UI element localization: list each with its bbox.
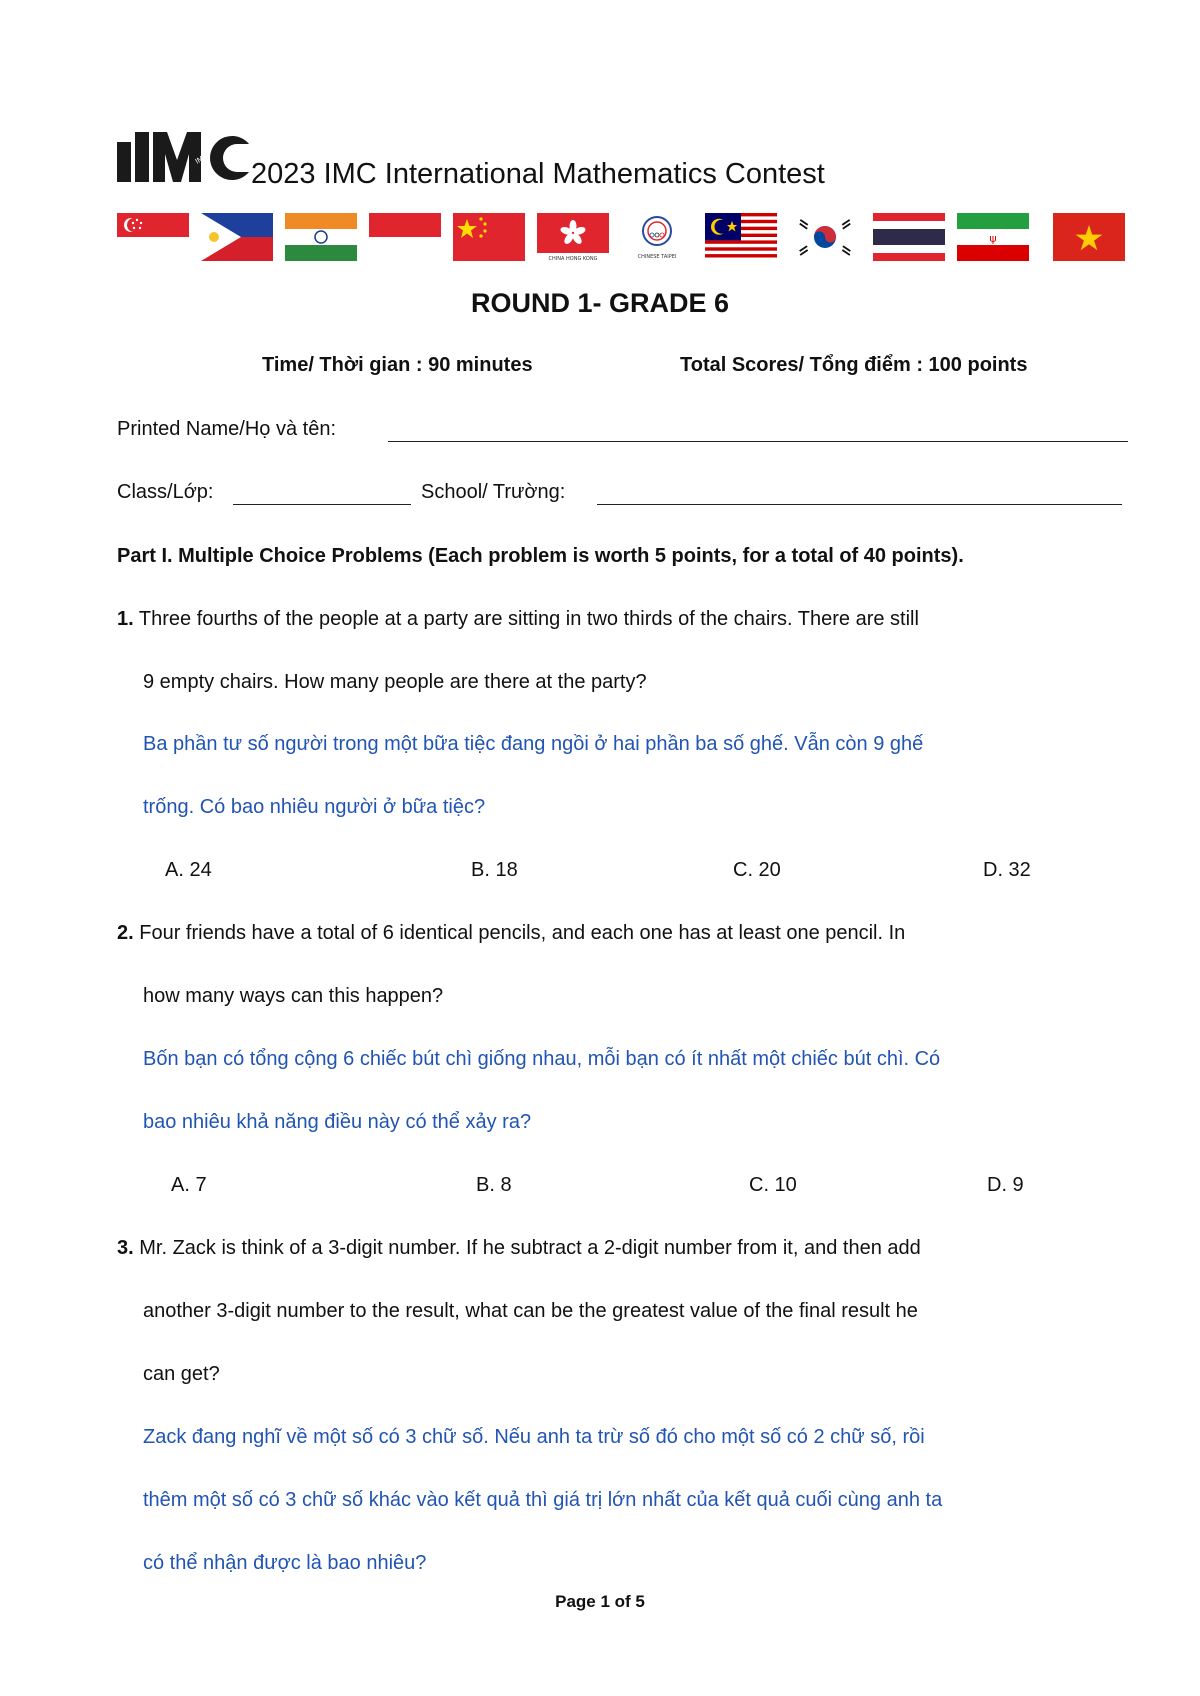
class-field-line[interactable] bbox=[233, 504, 411, 505]
svg-text:IMC: IMC bbox=[194, 152, 210, 166]
question-1-vi-line-2: trống. Có bao nhiêu người ở bữa tiệc? bbox=[143, 796, 486, 818]
part-title: Part I. Multiple Choice Problems (Each problem is worth 5 points, for a total of 40 points). bbox=[117, 545, 964, 567]
thailand-flag bbox=[873, 213, 945, 261]
question-text: Four friends have a total of 6 identical pencils, and each one has at least one pencil. In bbox=[139, 922, 906, 944]
q1-option-a[interactable]: A. 24 bbox=[165, 859, 212, 881]
q1-option-b[interactable]: B. 18 bbox=[471, 859, 518, 881]
hong-kong-flag bbox=[537, 213, 609, 261]
class-field-label: Class/Lớp: bbox=[117, 481, 214, 503]
question-3-line-3: can get? bbox=[143, 1363, 220, 1385]
q1-option-c[interactable]: C. 20 bbox=[733, 859, 781, 881]
school-field-label: School/ Trường: bbox=[421, 481, 566, 503]
question-3-vi-line-3: có thể nhận được là bao nhiêu? bbox=[143, 1552, 427, 1574]
name-field-label: Printed Name/Họ và tên: bbox=[117, 418, 336, 440]
question-1-line-1 bbox=[117, 608, 919, 631]
indonesia-flag bbox=[369, 213, 441, 261]
school-field-line[interactable] bbox=[597, 504, 1122, 505]
total-score-label: Total Scores/ Tổng điểm : 100 points bbox=[680, 354, 1028, 376]
svg-text:CHINESE TAIPEI: CHINESE TAIPEI bbox=[637, 254, 677, 260]
question-2-line-2: how many ways can this happen? bbox=[143, 985, 444, 1007]
flags-row bbox=[117, 213, 1127, 261]
question-text: Three fourths of the people at a party are sitting in two thirds of the chairs. There are still bbox=[138, 608, 919, 630]
question-2-vi-line-2: bao nhiêu khả năng điều này có thể xảy ra? bbox=[143, 1111, 532, 1133]
imc-logo bbox=[117, 132, 249, 182]
q2-option-b[interactable]: B. 8 bbox=[476, 1174, 512, 1196]
question-2-vi-line-1: Bốn bạn có tổng cộng 6 chiếc bút chì giống nhau, mỗi bạn có ít nhất một chiếc bút chì. Có bbox=[143, 1048, 941, 1070]
q2-option-a[interactable]: A. 7 bbox=[171, 1174, 207, 1196]
round-title: ROUND 1- GRADE 6 bbox=[470, 288, 730, 318]
question-2-line-1 bbox=[117, 922, 905, 945]
q2-option-c[interactable]: C. 10 bbox=[749, 1174, 797, 1196]
question-1-line-2: 9 empty chairs. How many people are there at the party? bbox=[143, 671, 647, 693]
chinese-taipei-flag bbox=[621, 213, 693, 261]
question-text: Mr. Zack is think of a 3-digit number. If he subtract a 2-digit number from it, and then add bbox=[139, 1237, 921, 1259]
q1-option-d[interactable]: D. 32 bbox=[983, 859, 1031, 881]
iran-flag bbox=[957, 213, 1029, 261]
vietnam-flag bbox=[1053, 213, 1125, 261]
question-1-vi-line-1: Ba phần tư số người trong một bữa tiệc đang ngồi ở hai phần ba số ghế. Vẫn còn 9 ghế bbox=[143, 733, 924, 755]
china-flag bbox=[453, 213, 525, 261]
page-footer: Page 1 of 5 bbox=[555, 1592, 645, 1611]
malaysia-flag bbox=[705, 213, 777, 261]
name-field-line[interactable] bbox=[388, 441, 1128, 442]
question-number: 2. bbox=[117, 922, 134, 944]
philippines-flag bbox=[201, 213, 273, 261]
svg-text:CHINA HONG KONG: CHINA HONG KONG bbox=[548, 256, 598, 261]
svg-text:ψ: ψ bbox=[989, 232, 997, 245]
question-number: 3. bbox=[117, 1237, 134, 1259]
question-3-line-2: another 3-digit number to the result, what can be the greatest value of the final result he bbox=[143, 1300, 918, 1322]
korea-flag bbox=[789, 213, 861, 261]
time-label: Time/ Thời gian : 90 minutes bbox=[262, 354, 533, 376]
question-3-vi-line-2: thêm một số có 3 chữ số khác vào kết quả thì giá trị lớn nhất của kết quả cuối cùng anh ta bbox=[143, 1489, 943, 1511]
contest-title: 2023 IMC International Mathematics Contest bbox=[251, 158, 825, 190]
india-flag bbox=[285, 213, 357, 261]
question-number: 1. bbox=[117, 608, 134, 630]
q2-option-d[interactable]: D. 9 bbox=[987, 1174, 1024, 1196]
question-3-line-1 bbox=[117, 1237, 921, 1260]
singapore-flag bbox=[117, 213, 189, 261]
question-3-vi-line-1: Zack đang nghĩ về một số có 3 chữ số. Nếu anh ta trừ số đó cho một số có 2 chữ số, rồi bbox=[143, 1426, 925, 1448]
